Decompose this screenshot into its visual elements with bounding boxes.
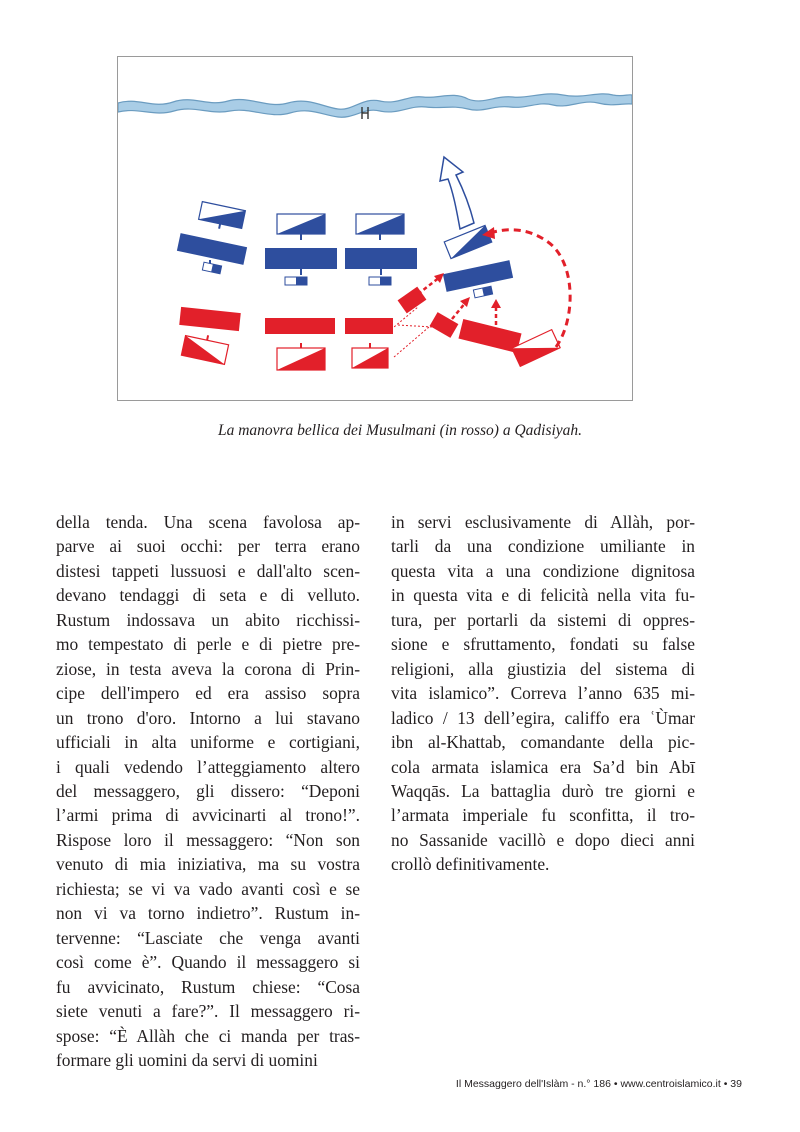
text-line: non vi va torno indietro”. Rustum in- xyxy=(56,903,360,924)
text-line: sione e sfruttamento, fondati su false xyxy=(391,634,695,655)
text-line: l’armi prima di avvicinarti al trono!”. xyxy=(56,805,360,826)
text-line: Waqqās. La battaglia durò tre giorni e xyxy=(391,780,695,801)
text-line: in questa vita e di felicità nella vita fu- xyxy=(391,585,695,606)
text-line: tarli da una condizione umiliante in xyxy=(391,536,695,557)
river xyxy=(118,94,632,117)
text-line: della tenda. Una scena favolosa ap- xyxy=(56,512,360,532)
text-line: formare gli uomini da servi di uomini xyxy=(56,1049,318,1070)
text-line: venuto di mia iniziativa, ma su vostra xyxy=(56,854,360,875)
figure-caption: La manovra bellica dei Musulmani (in rosso) a Qadisiyah. xyxy=(217,422,583,439)
persian-units xyxy=(177,157,513,298)
text-line: parve ai suoi occhi: per terra erano xyxy=(56,536,360,557)
text-line: siete venuti a fare?”. Il messaggero ri- xyxy=(56,1001,360,1022)
text-line: ufficiali in alta uniforme e cortigiani, xyxy=(56,732,360,753)
text-line: ibn al-Khattab, comandante della pic- xyxy=(391,732,695,753)
text-line: tervenne: “Lasciate che venga avanti xyxy=(56,927,360,948)
retreat-arrow xyxy=(440,157,474,229)
text-line: i quali vedendo l’atteggiamento altero xyxy=(56,756,360,777)
text-line: ziose, in testa aveva la corona di Prin- xyxy=(56,658,360,679)
page-footer: Il Messaggero dell'Islàm - n.° 186 • www.centroislamico.it • 39 xyxy=(455,1078,742,1090)
text-line: tura, per portarli da sistemi di oppres- xyxy=(391,609,695,630)
text-column-right xyxy=(391,510,695,877)
battle-diagram xyxy=(117,56,633,401)
text-line: così come è”. Quando il messaggero si xyxy=(56,952,360,973)
text-line: crollò definitivamente. xyxy=(391,854,550,875)
text-line: l’armata imperiale fu sconfitta, il tro- xyxy=(391,805,695,826)
text-line: cola armata islamica era Sa’d bin Abī xyxy=(391,756,695,777)
text-line: vita islamico”. Correva l’anno 635 mi- xyxy=(391,683,695,704)
text-line: in servi esclusivamente di Allàh, por- xyxy=(391,512,695,532)
text-line: no Sassanide vacillò e dopo dieci anni xyxy=(391,829,695,850)
text-line: un trono d'oro. Intorno a lui stavano xyxy=(56,707,360,728)
text-line: distesi tappeti lussuosi e dall'alto scen- xyxy=(56,560,360,581)
text-line: spose: “È Allàh che ci manda per tras- xyxy=(56,1025,360,1046)
battle-map xyxy=(118,57,632,400)
text-line: Rispose loro il messaggero: “Non son xyxy=(56,829,360,850)
text-line: questa vita a una condizione dignitosa xyxy=(391,560,695,581)
text-line: ladico / 13 dell’egira, califfo era ʿÙmar xyxy=(391,707,695,728)
text-line: devano tendaggi di seta e di velluto. xyxy=(56,585,360,606)
text-column-left xyxy=(56,510,360,1072)
text-line: del messaggero, gli dissero: “Deponi xyxy=(56,780,360,801)
text-line: religioni, alla giustizia del sistema di xyxy=(391,658,695,679)
text-line: mo tempestato di perle e di pietre pre- xyxy=(56,634,360,655)
text-line: richiesta; se vi va vado avanti così e se xyxy=(56,878,360,899)
text-line: Rustum indossava un abito ricchissi- xyxy=(56,609,360,630)
text-line: fu avvicinato, Rustum chiese: “Cosa xyxy=(56,976,360,997)
text-line: cipe dell'impero ed era assiso sopra xyxy=(56,683,360,704)
